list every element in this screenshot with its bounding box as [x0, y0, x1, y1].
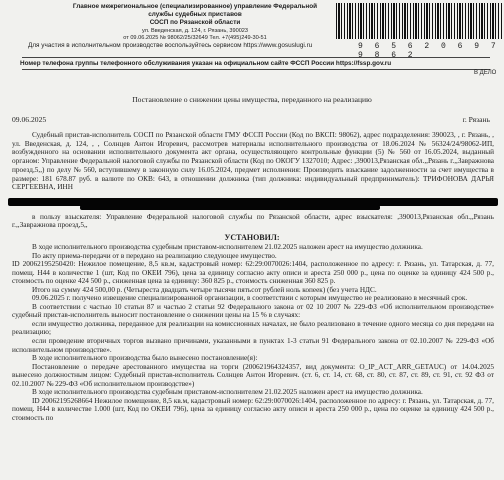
creditor-text: в пользу взыскателя: Управление Федеральной налоговой службы по Рязанской области, адрес взыскателя: ,390013,Рязанская обл.,,Рязань г.,,Завражнова проезд,5,, — [12, 213, 494, 230]
body-paragraph: В ходе исполнительного производства судебным приставом-исполнителем 21.02.2025 наложен арест на имущество должника. — [32, 388, 423, 397]
phone-notice: Номер телефона группы телефонного обслуживания указан на официальном сайте ФССП России https://fssp.gov.ru — [20, 60, 392, 67]
body-paragraph: В ходе исполнительного производства было вынесено постановление(я): — [32, 354, 258, 363]
intro-text: Судебный пристав-исполнитель СОСП по Рязанской области ГМУ ФССП России (Код по ВКСП: 98062), адрес подразделения: 390023, , г. Рязань, , ул. Введенская, д. 124, , , Солнцев Антон Игоревич, рассмотрев материалы исполнительного производства от 18.06.2024 № 56324/24/98062-ИП, возбужденного на основании исполнительного документа акт органа, осуществляющего контрольные функции (5) № 560 от 16.05.2024, выданный органом: Управление Федеральной налоговой службы по Рязанской области (Код по ОКОГУ 1327010; Адрес: ,390013,Рязанская обл.,,Рязань г.,,Завражнова проезд,5,,) по делу № 560, вступившему в законную силу 16.05.2024, предмет исполнения: Производить взыскание задолженности за счет имущества в размере: 181 678.87 руб. в валюте по ОКВ: 643, в отношении должника (тип должника: индивидуальный предприниматель): ТРИФОНОВА ДАРЬЯ СЕРГЕЕВНА, ИНН — [12, 131, 494, 192]
body-paragraph: 09.06.2025 г. получено извещение специализированной организации, в соответствии с которым имущество не реализовано в месячный срок. — [32, 294, 468, 303]
document-title: Постановление о снижении цены имущества, переданного на реализацию — [132, 95, 372, 104]
creditor-paragraph — [12, 213, 494, 230]
issuer-contacts: от 09.06.2025 № 98062/25/32649 Тел. +7(495)249-30-51 — [123, 34, 267, 41]
document-city: г. Рязань — [462, 115, 490, 124]
body-paragraph: В ходе исполнительного производства судебным приставом-исполнителем 21.02.2025 наложен арест на имущество должника. — [32, 243, 423, 251]
issuer-org-line1: Главное межрегиональное (специализированное) управление Федеральной — [72, 3, 318, 10]
intro-paragraph — [12, 131, 494, 192]
body-paragraph: В соответствии с частью 10 статьи 87 и частью 2 статьи 92 Федерального закона от 02 10 2007 № 229-ФЗ «Об исполнительном производстве» судебный пристав-исполнитель выносит постановление о снижении цены на 15 % в случаях: — [12, 302, 494, 320]
redaction-bar — [80, 205, 380, 210]
barcode-image — [336, 3, 502, 39]
issuer-header — [70, 3, 320, 42]
v-delo-stamp: В ДЕЛО — [474, 70, 497, 76]
main-body — [12, 243, 494, 422]
property-item: ID 20062195250420: Нежилое помещение, 8,5 кв.м, кадастровый номер: 62:29:0070026:1404, расположенное по адресу: г. Рязань, ул. Татарская, д. 77, помещ. Н44 в количестве 1 (шт, Код по ОКЕИ 796), цена за единицу согласно акту описи и ареста 250 000 р., цена по оценке за единицу 424 500 р., стоимость по оценке 424 500 р., сниженная цена за единицу: 360 825 р., стоимость сниженная 360 825 р. — [12, 260, 494, 286]
body-paragraph: если имущество должника, переданное для реализации на комиссионных началах, не было реализовано в течение одного месяца со дня передачи на реализацию; — [12, 319, 494, 337]
body-paragraph: По акту приема-передачи от в передано на реализацию следующее имущество. — [32, 251, 277, 260]
divider — [22, 69, 490, 70]
issuer-org-line2: службы судебных приставов — [148, 11, 242, 19]
body-paragraph: Постановление о передаче арестованного имущества на торги (200621964324357, вид документа: O_IP_ACT_ARR_GETAUC) от 14.04.2025 вынесено должностным лицом: Судебный пристав-исполнитель Солнцев Антон Игоревич. (ст. 6, ст. 14, ст. 68, ст. 80, ст. 87, ст. 89, ст. 91, ст. 92 ФЗ от 02.10.2007 № 229-ФЗ «Об исполнительном производстве») — [12, 362, 494, 388]
total-line: Итого на сумму 424 500,00 р. (Четыреста двадцать четыре тысячи пятьсот рублей ноль копеек) (без учета НДС. — [32, 285, 377, 294]
divider — [22, 57, 490, 58]
issuer-org-line3: СОСП по Рязанской области — [149, 19, 241, 27]
gosuslugi-notice: Для участия в исполнительном производстве воспользуйтесь сервисом https://www.gosuslugi.ru — [28, 42, 313, 49]
body-paragraph: если проведение вторичных торгов вызвано причинами, указанными в пунктах 1-3 статьи 91 Федерального закона от 02.10.2007 № 229-ФЗ «Об исполнительном производстве». — [12, 337, 494, 354]
barcode-number: 9 6 5 6 2 0 6 9 7 9 8 6 2 — [358, 42, 500, 60]
document-date: 09.06.2025 — [12, 115, 47, 124]
ustanovil-heading: УСТАНОВИЛ: — [224, 233, 280, 242]
property-item: ID 20062195268664 Нежилое помещение, 8,5 кв.м, кадастровый номер: 62:29:0070026:1404, расположенное по адресу: г. Рязань, ул. Татарская, д. 77, помещ. Н44 в количестве 1.000 (шт, Код по ОКЕИ 796), цена за единицу согласно акту описи и ареста 250 000 р., цена по оценке за единицу 424 500 р., стоимость по — [12, 396, 494, 422]
issuer-address: ул. Введенская, д. 124, г. Рязань, 390023 — [141, 27, 249, 34]
